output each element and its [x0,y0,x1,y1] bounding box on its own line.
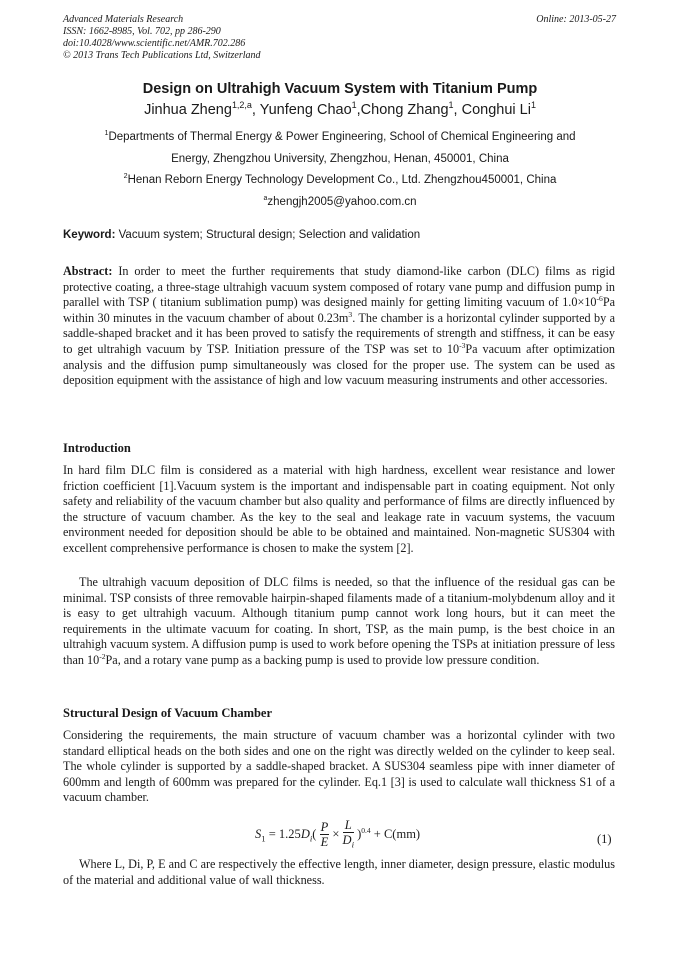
affiliation-text: Departments of Thermal Energy & Power Engineering, School of Chemical Engineering and [108,131,576,143]
copyright-line: © 2013 Trans Tech Publications Ltd, Switzerland [63,50,261,61]
keyword-label: Keyword: [63,229,116,241]
eq-d-sub: i [351,839,354,850]
journal-header [63,14,261,62]
fraction-l-over-di [343,818,354,852]
exponent: -3 [459,340,466,350]
issn-line: ISSN: 1662-8985, Vol. 702, pp 286-290 [63,26,221,37]
abstract-text: Pa vacuum after optimization analysis and the diffusion pump simultaneously was closed for the proper use. The system can be used as deposition equipment with the assistance of high and low vacuum measuring instruments and other accessories. [63,341,615,388]
abstract-label: Abstract: [63,264,113,278]
eq-lhs: S [255,826,262,841]
frac-numerator: P [320,820,329,835]
introduction-paragraph-2 [63,575,615,669]
author-name: Chong Zhang [360,102,449,118]
structural-paragraph-1: Considering the requirements, the main structure of vacuum chamber was a horizontal cylinder with two standard elliptical heads on the both sides and one on the right was directly welded on the cylinder to keep seal. The whole cylinder is supported by a saddle-shaped bracket. A SUS304 seamless pipe with inner diameter of 600mm and length of 600mm was prepared for the cylinder. Eq.1 [3] is used to calculate wall thickness S1 of a vacuum chamber. [63,728,615,805]
equation-number: (1) [597,832,612,846]
exponent: 3 [348,309,353,319]
keywords [63,229,420,241]
eq-di: D [300,826,310,841]
author-list [40,102,640,118]
author-sep: , [356,102,361,118]
eq-times: × [332,827,340,842]
abstract-text: Pa within 30 minutes in the vacuum chamber of about 0.23m [63,295,615,325]
author-sup: 1 [351,100,357,111]
author-name: Jinhua Zheng [144,102,232,118]
introduction-paragraph-1: In hard film DLC film is considered as a material with high hardness, excellent wear resistance and lower friction coefficient [1].Vacuum system is the important and indispensable part in coating equipment. Not only safety and reliability of the vacuum chamber but also quality and performance of films are directly influenced by the structure of vacuum chamber. As the key to the seal and leakage rate in vacuum systems, the vacuum environment needed for deposition should be able to be obtained and maintained. Non-magnetic SUS304 with excellent comprehensive performance is chosen to make the system [2]. [63,463,615,555]
author-sup: 1,2,a [231,100,252,111]
exponent: -2 [99,651,106,661]
author-sup: 1 [530,100,536,111]
author-name: Conghui Li [461,102,531,118]
affiliation-1-line-2: Energy, Zhengzhou University, Zhengzhou, Henan, 450001, China [171,153,509,165]
eq-di-sub: i [309,833,313,843]
equation-body [255,818,420,852]
author-sep: , [453,102,462,118]
fraction-p-over-e [320,820,330,849]
abstract [63,264,615,389]
author-sep: , [251,102,260,118]
equation-1 [0,818,678,858]
abstract-text: In order to meet the further requirements that study diamond-like carbon (DLC) films as rigid protective coating, a three-stage ultrahigh vacuum system composed of rotary vane pump and diffusion pump in parallel with TSP ( titanium sublimation pump) was designed mainly for getting limiting vacuum of 1.0×10 [63,264,615,310]
affiliation-sup: 2 [123,172,128,181]
online-date: Online: 2013-05-27 [536,14,616,25]
affiliation-text: Henan Reborn Energy Technology Development Co., Ltd. Zhengzhou450001, China [127,174,557,186]
paragraph-text: The ultrahigh vacuum deposition of DLC films is needed, so that the influence of the residual gas can be minimal. TSP consists of three removable hairpin-shaped filaments made of a titanium-molybdenum alloy and it is easy to get ultrahigh vacuum. Although titanium pump cannot work long hours, but it can meet the requirements in the ultimate vacuum for coating. In short, TSP, as the main pump, is the best choice in an ultrahigh vacuum system. A diffusion pump is used to work before opening the TSPs at initiation pressure of less than 10 [63,575,615,667]
section-heading-introduction: Introduction [63,441,131,455]
affiliation-2 [60,174,620,186]
keyword-text: Vacuum system; Structural design; Selection and validation [118,229,421,241]
author-email [60,196,620,208]
email-text[interactable]: zhengjh2005@yahoo.com.cn [267,196,417,208]
eq-d: D [342,833,352,847]
frac-denominator [343,833,354,852]
author-sup: 1 [448,100,454,111]
eq-paren: ) [357,827,362,842]
author-name: Yunfeng Chao [259,102,352,118]
frac-numerator: L [343,818,354,833]
affiliation-1-line-1 [60,131,620,143]
abstract-text: . The chamber is a horizontal cylinder supported by a saddle-shaped bracket and it has been proved to satisfy the requirements of strength and stiffness, it can be easy to get ultrahigh vacuum by TSP. Initiation pressure of the TSP was set to 10 [63,310,615,356]
section-heading-structural-design: Structural Design of Vacuum Chamber [63,706,273,720]
paragraph-text: Pa, and a rotary vane pump as a backing pump is used to provide low pressure condition. [105,652,540,667]
eq-paren: ( [312,826,317,841]
frac-denominator: E [320,835,329,850]
eq-coef: = 1.25 [265,826,301,841]
affiliation-sup: 1 [104,129,109,138]
journal-name: Advanced Materials Research [63,14,184,25]
doi-line[interactable]: doi:10.4028/www.scientific.net/AMR.702.286 [63,38,246,49]
eq-exponent: 0.4 [361,826,371,836]
eq-lhs-sub: 1 [261,833,266,843]
paper-title: Design on Ultrahigh Vacuum System with Titanium Pump [142,81,538,97]
exponent: -6 [596,294,603,304]
email-sup: a [263,194,268,203]
eq-tail: + C(mm) [370,827,421,842]
structural-paragraph-2: Where L, Di, P, E and C are respectively the effective length, inner diameter, design pressure, elastic modulus of the material and additional value of wall thickness. [63,857,615,887]
